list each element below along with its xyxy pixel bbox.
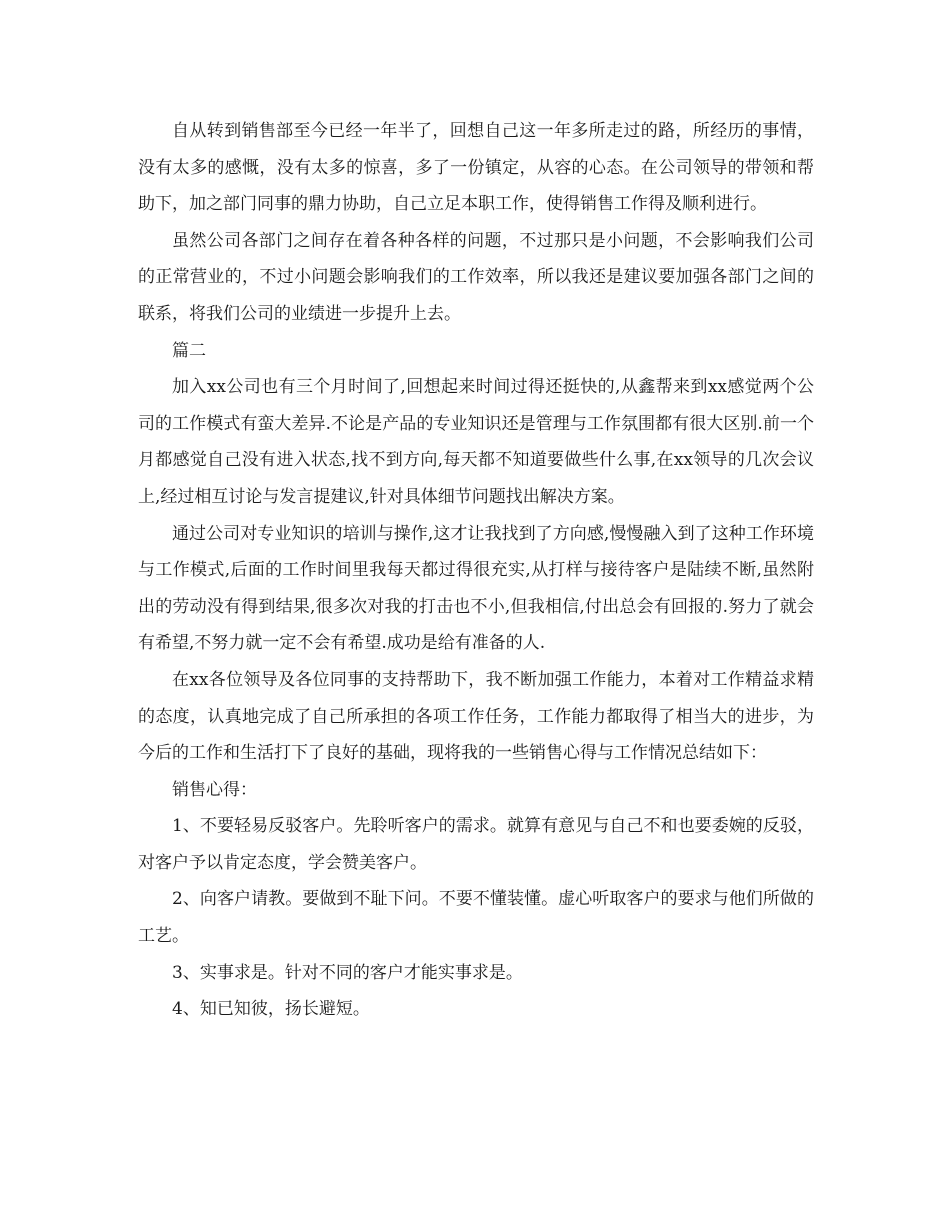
paragraph-department-issues: 虽然公司各部门之间存在着各种各样的问题，不过那只是小问题，不会影响我们公司的正常营业的，不过小问题会影响我们的工作效率，所以我还是建议要加强各部门之间的联系，将我们公司的业绩进一步提升上去。 (138, 230, 814, 324)
section-heading: 篇二 (172, 340, 206, 361)
document-body (138, 113, 814, 1028)
list-item: 3、实事求是。针对不同的客户才能实事求是。 (172, 962, 523, 983)
paragraph-intro: 自从转到销售部至今已经一年半了，回想自己这一年多所走过的路，所经历的事情，没有太多的感慨，没有太多的惊喜，多了一份镇定，从容的心态。在公司领导的带领和帮助下，加之部门同事的鼎力协助，自己立足本职工作，使得销售工作得及顺利进行。 (138, 121, 814, 215)
paragraph-joining: 加入xx公司也有三个月时间了,回想起来时间过得还挺快的,从鑫帮来到xx感觉两个公司的工作模式有蛮大差异.不论是产品的专业知识还是管理与工作氛围都有很大区别.前一个月都感觉自己没有进入状态,找不到方向,每天都不知道要做些什么事,在xx领导的几次会议上,经过相互讨论与发言提建议,针对具体细节问题找出解决方案。 (138, 377, 814, 507)
list-item: 1、不要轻易反驳客户。先聆听客户的需求。就算有意见与自己不和也要委婉的反驳，对客户予以肯定态度，学会赞美客户。 (138, 816, 814, 873)
paragraph-training: 通过公司对专业知识的培训与操作,这才让我找到了方向感,慢慢融入到了这种工作环境与工作模式,后面的工作时间里我每天都过得很充实,从打样与接待客户是陆续不断,虽然附出的劳动没有得到结果,很多次对我的打击也不小,但我相信,付出总会有回报的.努力了就会有希望,不努力就一定不会有希望.成功是给有准备的人. (138, 523, 814, 654)
list-item: 2、向客户请教。要做到不耻下问。不要不懂装懂。虚心听取客户的要求与他们所做的工艺。 (138, 889, 814, 947)
list-item: 4、知已知彼，扬长避短。 (172, 999, 370, 1020)
paragraph-summary-intro: 在xx各位领导及各位同事的支持帮助下，我不断加强工作能力，本着对工作精益求精的态度，认真地完成了自己所承担的各项工作任务，工作能力都取得了相当大的进步，为今后的工作和生活打下了良好的基础，现将我的一些销售心得与工作情况总结如下： (138, 669, 814, 764)
subheading-sales-insights: 销售心得： (172, 779, 257, 800)
